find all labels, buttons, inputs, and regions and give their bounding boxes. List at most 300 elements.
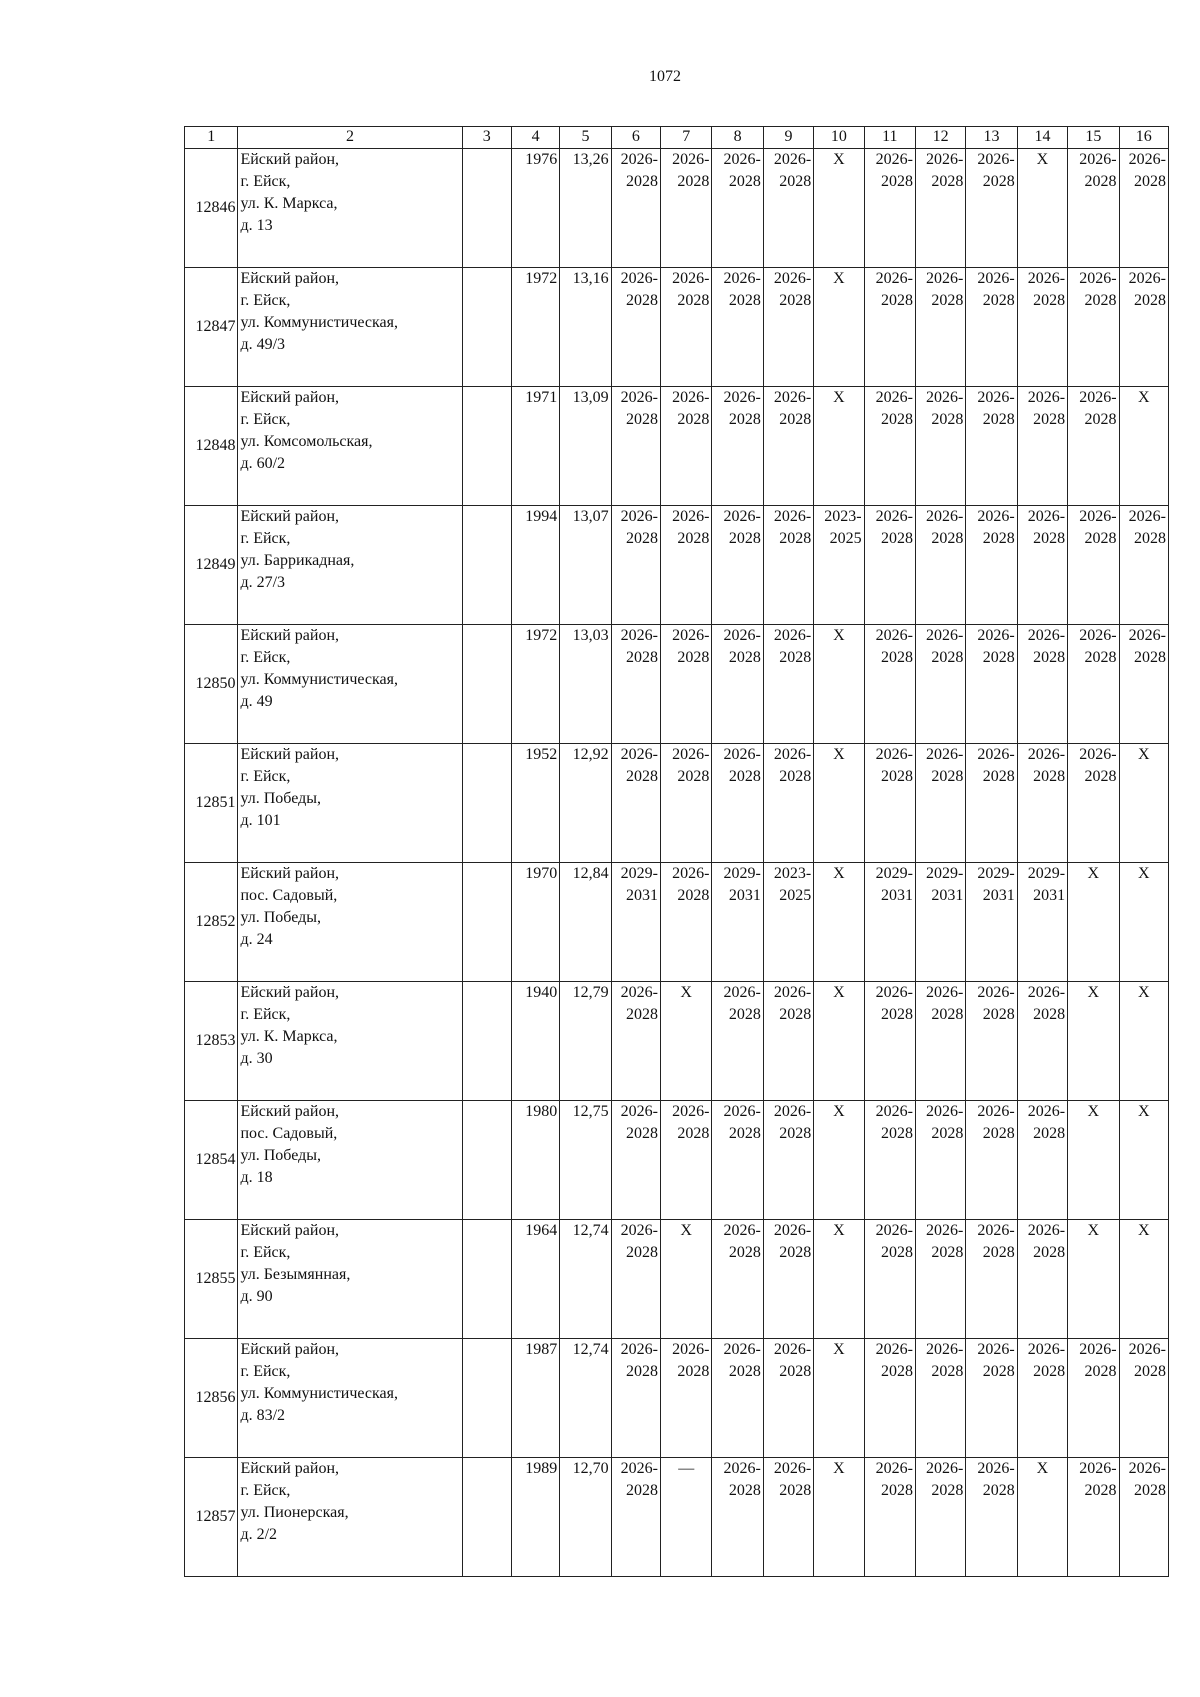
address-line: ул. Победы, <box>240 1147 321 1164</box>
period-part: 2028 <box>982 649 1015 666</box>
period-part: 2026- <box>773 151 812 168</box>
period-part: 2026- <box>1079 389 1117 406</box>
period-part: 2026- <box>773 389 812 406</box>
period-part: 2026- <box>1128 627 1166 644</box>
period-part: 2026- <box>977 1460 1015 1477</box>
period-part: 2028 <box>626 1006 658 1023</box>
value-cell: 12,92 <box>560 744 611 863</box>
mark-cell: X <box>1119 863 1168 982</box>
period-part: 2028 <box>677 411 710 428</box>
period-cell <box>864 1220 915 1339</box>
period-part: 2028 <box>1084 768 1117 785</box>
period-part: 2026- <box>875 984 913 1001</box>
period-part: 2026- <box>1027 508 1066 525</box>
period-cell <box>915 268 965 387</box>
period-cell <box>611 863 660 982</box>
period-part: 2031 <box>880 887 913 904</box>
period-part: 2028 <box>626 1482 658 1499</box>
address-line: Ейский район, <box>240 508 340 525</box>
period-part: 2026- <box>620 1222 658 1239</box>
period-part: 2026- <box>1027 1341 1066 1358</box>
period-part: 2028 <box>880 411 913 428</box>
address-line: д. 90 <box>240 1288 273 1305</box>
period-part: 2028 <box>677 1125 710 1142</box>
period-cell <box>915 1339 965 1458</box>
period-cell <box>661 506 712 625</box>
period-cell <box>915 387 965 506</box>
period-cell <box>661 268 712 387</box>
period-part: 2028 <box>931 1363 964 1380</box>
period-cell <box>966 863 1017 982</box>
row-number: 12846 <box>185 149 238 268</box>
mark-cell: X <box>814 1458 864 1577</box>
period-part: 2026- <box>977 1341 1015 1358</box>
period-part: 2028 <box>779 1125 812 1142</box>
period-part: 2028 <box>880 530 913 547</box>
period-cell <box>763 268 813 387</box>
period-part: 2026- <box>723 1103 761 1120</box>
period-part: 2026- <box>672 389 710 406</box>
period-cell <box>966 744 1017 863</box>
period-part: 2026- <box>773 746 812 763</box>
address-line: д. 2/2 <box>240 1526 278 1543</box>
period-part: 2026- <box>926 389 964 406</box>
period-part: 2026- <box>773 1341 812 1358</box>
period-part: 2025 <box>829 530 862 547</box>
period-cell <box>864 744 915 863</box>
mark-cell: X <box>1119 744 1168 863</box>
period-cell <box>661 1339 712 1458</box>
period-cell <box>763 1220 813 1339</box>
build-year-cell: 1970 <box>511 863 559 982</box>
period-part: 2026- <box>773 270 812 287</box>
period-part: 2028 <box>677 292 710 309</box>
period-cell <box>915 149 965 268</box>
period-cell <box>915 863 965 982</box>
period-part: 2028 <box>931 1125 964 1142</box>
period-part: 2026- <box>875 1222 913 1239</box>
period-cell <box>1068 506 1119 625</box>
table-row <box>185 982 1169 1101</box>
period-part: 2026- <box>773 1460 812 1477</box>
period-part: 2028 <box>931 768 964 785</box>
build-year-cell: 1964 <box>511 1220 559 1339</box>
period-part: 2028 <box>728 1125 761 1142</box>
period-part: 2028 <box>982 292 1015 309</box>
address-cell <box>238 149 462 268</box>
period-part: 2028 <box>779 530 812 547</box>
period-part: 2029- <box>1027 865 1066 882</box>
column-number-14: 14 <box>1017 127 1067 149</box>
period-cell <box>915 1101 965 1220</box>
period-cell <box>1068 625 1119 744</box>
row-number: 12849 <box>185 506 238 625</box>
period-part: 2026- <box>1027 627 1066 644</box>
period-cell <box>915 625 965 744</box>
period-part: 2026- <box>1079 746 1117 763</box>
address-cell <box>238 387 462 506</box>
period-part: 2026- <box>672 746 710 763</box>
column-number-9: 9 <box>763 127 813 149</box>
value-cell: 12,74 <box>560 1220 611 1339</box>
build-year-cell: 1971 <box>511 387 559 506</box>
period-cell <box>763 1458 813 1577</box>
column-3-cell <box>462 863 511 982</box>
mark-cell: X <box>1068 982 1119 1101</box>
period-cell <box>1017 863 1067 982</box>
period-cell <box>864 863 915 982</box>
period-part: 2028 <box>880 1363 913 1380</box>
address-cell <box>238 1101 462 1220</box>
period-part: 2026- <box>620 508 658 525</box>
period-part: 2028 <box>728 1482 761 1499</box>
value-cell: 12,75 <box>560 1101 611 1220</box>
period-part: 2026- <box>875 746 913 763</box>
column-3-cell <box>462 149 511 268</box>
period-part: 2026- <box>977 984 1015 1001</box>
period-part: 2028 <box>931 1482 964 1499</box>
period-part: 2026- <box>723 508 761 525</box>
period-part: 2028 <box>1134 1363 1166 1380</box>
period-part: 2026- <box>1128 1460 1166 1477</box>
period-part: 2028 <box>880 1482 913 1499</box>
period-part: 2028 <box>626 1363 658 1380</box>
period-part: 2031 <box>626 887 658 904</box>
period-part: 2026- <box>672 270 710 287</box>
column-number-2: 2 <box>238 127 462 149</box>
period-cell <box>966 506 1017 625</box>
period-part: 2026- <box>672 1341 710 1358</box>
table-row <box>185 149 1169 268</box>
period-cell <box>611 1220 660 1339</box>
period-part: 2026- <box>977 627 1015 644</box>
period-cell <box>864 149 915 268</box>
period-part: 2026- <box>977 389 1015 406</box>
period-cell <box>1068 387 1119 506</box>
address-line: д. 18 <box>240 1169 273 1186</box>
period-cell <box>1068 744 1119 863</box>
column-number-3: 3 <box>462 127 511 149</box>
mark-cell: X <box>814 982 864 1101</box>
period-part: 2031 <box>1033 887 1066 904</box>
period-part: 2028 <box>1084 1363 1117 1380</box>
period-part: 2028 <box>677 649 710 666</box>
mark-cell: X <box>814 863 864 982</box>
period-part: 2026- <box>620 1103 658 1120</box>
period-part: 2026- <box>1079 270 1117 287</box>
period-cell <box>712 1458 763 1577</box>
period-part: 2026- <box>926 984 964 1001</box>
period-cell <box>1068 1458 1119 1577</box>
period-part: 2028 <box>880 173 913 190</box>
period-part: 2026- <box>977 1222 1015 1239</box>
address-line: г. Ейск, <box>240 1482 291 1499</box>
period-part: 2026- <box>620 984 658 1001</box>
column-number-8: 8 <box>712 127 763 149</box>
period-part: 2028 <box>1084 1482 1117 1499</box>
period-cell <box>864 387 915 506</box>
address-line: Ейский район, <box>240 1103 340 1120</box>
address-line: д. 101 <box>240 812 281 829</box>
column-3-cell <box>462 1339 511 1458</box>
period-cell <box>712 625 763 744</box>
period-cell <box>1119 268 1168 387</box>
period-part: 2028 <box>728 411 761 428</box>
period-part: 2028 <box>677 530 710 547</box>
address-line: ул. К. Маркса, <box>240 1028 338 1045</box>
period-part: 2028 <box>1033 768 1066 785</box>
period-part: 2026- <box>1027 1222 1066 1239</box>
row-number: 12853 <box>185 982 238 1101</box>
housing-register-table <box>184 126 1169 1577</box>
period-part: 2028 <box>1084 649 1117 666</box>
period-cell <box>611 625 660 744</box>
row-number: 12848 <box>185 387 238 506</box>
period-part: 2026- <box>926 627 964 644</box>
period-part: 2026- <box>926 1222 964 1239</box>
mark-cell: X <box>814 268 864 387</box>
period-cell <box>712 387 763 506</box>
period-part: 2028 <box>931 173 964 190</box>
period-part: 2028 <box>1084 530 1117 547</box>
period-cell <box>1119 1458 1168 1577</box>
build-year-cell: 1972 <box>511 625 559 744</box>
address-line: ул. Коммунистическая, <box>240 314 398 331</box>
period-part: 2026- <box>1128 270 1166 287</box>
period-part: 2026- <box>620 1341 658 1358</box>
row-number: 12847 <box>185 268 238 387</box>
mark-cell: X <box>1119 1220 1168 1339</box>
value-cell: 12,84 <box>560 863 611 982</box>
period-part: 2028 <box>931 1006 964 1023</box>
period-part: 2028 <box>1033 1363 1066 1380</box>
period-cell <box>1119 1339 1168 1458</box>
period-cell <box>661 863 712 982</box>
period-cell <box>864 268 915 387</box>
period-cell <box>712 744 763 863</box>
address-line: г. Ейск, <box>240 411 291 428</box>
address-line: д. 13 <box>240 217 273 234</box>
period-part: 2028 <box>1033 530 1066 547</box>
period-cell <box>611 982 660 1101</box>
mark-cell: X <box>1068 1101 1119 1220</box>
period-part: 2028 <box>880 768 913 785</box>
value-cell: 13,26 <box>560 149 611 268</box>
period-part: 2028 <box>728 1006 761 1023</box>
mark-cell: X <box>1017 149 1067 268</box>
period-part: 2026- <box>1079 1460 1117 1477</box>
period-part: 2026- <box>1128 151 1166 168</box>
address-line: Ейский район, <box>240 270 340 287</box>
period-part: 2028 <box>982 1006 1015 1023</box>
period-part: 2026- <box>977 151 1015 168</box>
period-cell <box>1068 1339 1119 1458</box>
row-number: 12856 <box>185 1339 238 1458</box>
period-part: 2026- <box>723 1222 761 1239</box>
period-part: 2028 <box>626 530 658 547</box>
column-number-16: 16 <box>1119 127 1168 149</box>
period-cell <box>611 268 660 387</box>
period-part: 2028 <box>982 1482 1015 1499</box>
table-body <box>185 127 1169 1577</box>
period-cell <box>712 1101 763 1220</box>
period-part: 2026- <box>1079 508 1117 525</box>
period-cell <box>763 863 813 982</box>
period-part: 2026- <box>723 746 761 763</box>
period-part: 2026- <box>1128 508 1166 525</box>
table-row <box>185 506 1169 625</box>
period-part: 2026- <box>723 270 761 287</box>
period-cell <box>1017 1339 1067 1458</box>
period-part: 2028 <box>626 411 658 428</box>
period-cell <box>915 1220 965 1339</box>
period-cell <box>1119 149 1168 268</box>
column-number-13: 13 <box>966 127 1017 149</box>
period-cell <box>1119 506 1168 625</box>
period-part: 2026- <box>773 1103 812 1120</box>
period-part: 2028 <box>931 411 964 428</box>
period-cell <box>915 982 965 1101</box>
column-3-cell <box>462 387 511 506</box>
period-part: 2026- <box>1079 627 1117 644</box>
period-part: 2028 <box>677 768 710 785</box>
period-cell <box>864 625 915 744</box>
period-part: 2028 <box>779 768 812 785</box>
period-cell <box>661 387 712 506</box>
period-part: 2028 <box>1134 292 1166 309</box>
row-number: 12854 <box>185 1101 238 1220</box>
period-part: 2029- <box>723 865 761 882</box>
period-part: 2026- <box>977 1103 1015 1120</box>
period-part: 2028 <box>982 768 1015 785</box>
period-part: 2028 <box>931 649 964 666</box>
column-number-11: 11 <box>864 127 915 149</box>
period-part: 2025 <box>779 887 812 904</box>
address-line: пос. Садовый, <box>240 887 338 904</box>
address-line: д. 24 <box>240 931 273 948</box>
column-number-5: 5 <box>560 127 611 149</box>
period-cell <box>712 1220 763 1339</box>
period-part: 2028 <box>779 1244 812 1261</box>
column-3-cell <box>462 744 511 863</box>
period-part: 2026- <box>620 270 658 287</box>
period-part: 2026- <box>773 508 812 525</box>
address-line: ул. Пионерская, <box>240 1504 349 1521</box>
period-part: 2028 <box>728 1363 761 1380</box>
period-part: 2026- <box>926 270 964 287</box>
period-part: 2028 <box>728 173 761 190</box>
period-cell <box>611 744 660 863</box>
address-line: пос. Садовый, <box>240 1125 338 1142</box>
period-part: 2028 <box>677 887 710 904</box>
address-line: д. 49 <box>240 693 273 710</box>
period-cell <box>1017 1101 1067 1220</box>
address-line: г. Ейск, <box>240 649 291 666</box>
address-line: ул. Безымянная, <box>240 1266 351 1283</box>
address-line: д. 27/3 <box>240 574 286 591</box>
period-cell <box>966 1458 1017 1577</box>
value-cell: 13,03 <box>560 625 611 744</box>
address-cell <box>238 863 462 982</box>
period-cell <box>763 744 813 863</box>
period-part: 2028 <box>626 1244 658 1261</box>
address-line: Ейский район, <box>240 1341 340 1358</box>
period-part: 2028 <box>880 1006 913 1023</box>
period-cell <box>864 982 915 1101</box>
table-row <box>185 1458 1169 1577</box>
column-number-6: 6 <box>611 127 660 149</box>
period-part: 2026- <box>620 389 658 406</box>
period-cell <box>1119 625 1168 744</box>
period-part: 2028 <box>982 1363 1015 1380</box>
mark-cell: X <box>1119 387 1168 506</box>
column-3-cell <box>462 1101 511 1220</box>
page-number: 1072 <box>649 68 681 85</box>
period-part: 2028 <box>982 411 1015 428</box>
address-cell <box>238 506 462 625</box>
address-cell <box>238 1458 462 1577</box>
table-row <box>185 1101 1169 1220</box>
table-row <box>185 268 1169 387</box>
address-line: г. Ейск, <box>240 1006 291 1023</box>
mark-cell: X <box>1017 1458 1067 1577</box>
period-part: 2026- <box>620 151 658 168</box>
row-number: 12857 <box>185 1458 238 1577</box>
build-year-cell: 1994 <box>511 506 559 625</box>
period-part: 2026- <box>875 1341 913 1358</box>
column-3-cell <box>462 506 511 625</box>
period-cell <box>712 149 763 268</box>
address-cell <box>238 982 462 1101</box>
address-line: г. Ейск, <box>240 173 291 190</box>
mark-cell: — <box>661 1458 712 1577</box>
period-part: 2026- <box>1027 270 1066 287</box>
period-part: 2028 <box>982 530 1015 547</box>
address-line: г. Ейск, <box>240 530 291 547</box>
period-part: 2028 <box>677 1363 710 1380</box>
period-cell <box>864 1458 915 1577</box>
column-3-cell <box>462 982 511 1101</box>
period-cell <box>611 506 660 625</box>
value-cell: 12,79 <box>560 982 611 1101</box>
period-cell <box>712 982 763 1101</box>
value-cell: 13,07 <box>560 506 611 625</box>
address-line: д. 60/2 <box>240 455 286 472</box>
period-part: 2026- <box>723 389 761 406</box>
period-part: 2028 <box>1134 530 1166 547</box>
period-part: 2029- <box>977 865 1015 882</box>
period-part: 2028 <box>779 649 812 666</box>
build-year-cell: 1987 <box>511 1339 559 1458</box>
column-number-row <box>185 127 1169 149</box>
period-cell <box>611 1101 660 1220</box>
table-row <box>185 1220 1169 1339</box>
period-part: 2029- <box>875 865 913 882</box>
period-cell <box>661 1101 712 1220</box>
period-part: 2026- <box>773 627 812 644</box>
period-part: 2029- <box>620 865 658 882</box>
period-cell <box>1017 1220 1067 1339</box>
period-part: 2031 <box>982 887 1015 904</box>
period-cell <box>661 744 712 863</box>
period-cell <box>864 1101 915 1220</box>
period-part: 2026- <box>926 1103 964 1120</box>
period-part: 2028 <box>1033 411 1066 428</box>
period-part: 2028 <box>677 173 710 190</box>
period-part: 2026- <box>926 746 964 763</box>
period-part: 2026- <box>977 508 1015 525</box>
period-cell <box>864 1339 915 1458</box>
